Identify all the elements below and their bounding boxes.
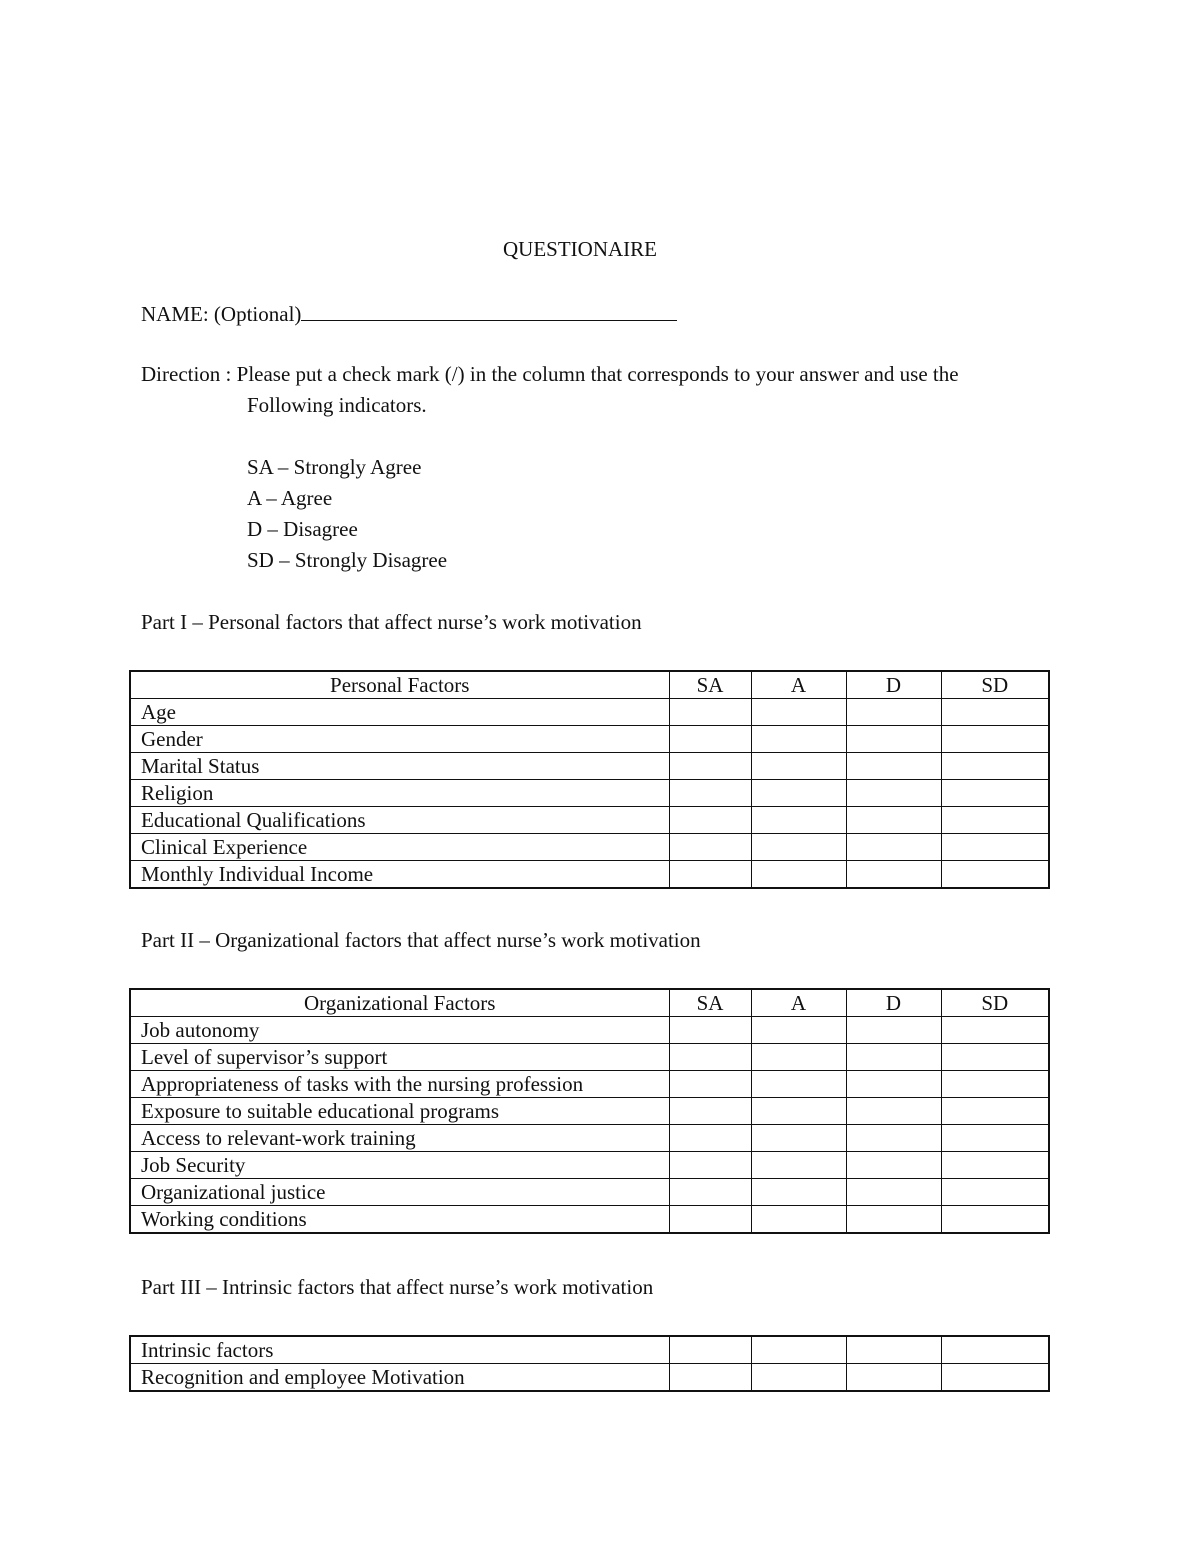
sd-cell[interactable] (941, 1125, 1049, 1152)
d-cell[interactable] (846, 1071, 941, 1098)
sa-cell[interactable] (669, 807, 751, 834)
d-cell[interactable] (846, 1098, 941, 1125)
a-cell[interactable] (751, 1017, 846, 1044)
sa-cell[interactable] (669, 1336, 751, 1364)
part3-heading: Part III – Intrinsic factors that affect nurse’s work motivation (141, 1275, 654, 1299)
table-row (130, 807, 1049, 834)
d-cell[interactable] (846, 807, 941, 834)
sa-cell[interactable] (669, 1071, 751, 1098)
row-label: Appropriateness of tasks with the nursing profession (130, 1071, 669, 1098)
sd-cell[interactable] (941, 1179, 1049, 1206)
part1-heading: Part I – Personal factors that affect nurse’s work motivation (141, 610, 642, 634)
row-label: Job Security (130, 1152, 669, 1179)
name-blank-line[interactable] (301, 300, 677, 321)
row-label: Level of supervisor’s support (130, 1044, 669, 1071)
a-cell[interactable] (751, 1071, 846, 1098)
a-cell[interactable] (751, 726, 846, 753)
name-label: NAME: (Optional) (141, 302, 302, 326)
sa-cell[interactable] (669, 753, 751, 780)
sd-cell[interactable] (941, 753, 1049, 780)
sd-cell[interactable] (941, 1044, 1049, 1071)
table-row (130, 1179, 1049, 1206)
table-row (130, 780, 1049, 807)
row-label: Monthly Individual Income (130, 861, 669, 889)
a-cell[interactable] (751, 1098, 846, 1125)
d-cell[interactable] (846, 1206, 941, 1234)
intrinsic-factors-table (129, 1335, 1050, 1392)
organizational-factors-table (129, 988, 1050, 1234)
sd-cell[interactable] (941, 1364, 1049, 1392)
row-label: Religion (130, 780, 669, 807)
sd-cell[interactable] (941, 834, 1049, 861)
table-row (130, 861, 1049, 889)
d-cell[interactable] (846, 1152, 941, 1179)
sa-cell[interactable] (669, 1044, 751, 1071)
a-cell[interactable] (751, 753, 846, 780)
header-sa: SA (669, 989, 751, 1017)
table-row (130, 1098, 1049, 1125)
sd-cell[interactable] (941, 1336, 1049, 1364)
sd-cell[interactable] (941, 699, 1049, 726)
sd-cell[interactable] (941, 1098, 1049, 1125)
d-cell[interactable] (846, 753, 941, 780)
sa-cell[interactable] (669, 1125, 751, 1152)
row-label: Recognition and employee Motivation (130, 1364, 669, 1392)
table-row (130, 753, 1049, 780)
a-cell[interactable] (751, 1336, 846, 1364)
table-row (130, 1017, 1049, 1044)
sa-cell[interactable] (669, 1206, 751, 1234)
row-label: Working conditions (130, 1206, 669, 1234)
a-cell[interactable] (751, 1206, 846, 1234)
table-row (130, 1336, 1049, 1364)
a-cell[interactable] (751, 861, 846, 889)
d-cell[interactable] (846, 1336, 941, 1364)
row-label: Marital Status (130, 753, 669, 780)
row-label: Gender (130, 726, 669, 753)
table-row (130, 1071, 1049, 1098)
a-cell[interactable] (751, 780, 846, 807)
table-row (130, 834, 1049, 861)
d-cell[interactable] (846, 699, 941, 726)
sa-cell[interactable] (669, 1364, 751, 1392)
row-label: Organizational justice (130, 1179, 669, 1206)
sa-cell[interactable] (669, 1179, 751, 1206)
a-cell[interactable] (751, 807, 846, 834)
sd-cell[interactable] (941, 1017, 1049, 1044)
table-row (130, 1152, 1049, 1179)
d-cell[interactable] (846, 1044, 941, 1071)
indicator-d: D – Disagree (247, 517, 358, 541)
row-label: Job autonomy (130, 1017, 669, 1044)
row-label: Exposure to suitable educational programs (130, 1098, 669, 1125)
a-cell[interactable] (751, 834, 846, 861)
sd-cell[interactable] (941, 726, 1049, 753)
row-label: Age (130, 699, 669, 726)
sd-cell[interactable] (941, 807, 1049, 834)
header-a: A (751, 671, 846, 699)
header-sa: SA (669, 671, 751, 699)
name-field-row (141, 300, 677, 326)
direction-line-2: Following indicators. (247, 393, 427, 417)
header-d: D (846, 989, 941, 1017)
sd-cell[interactable] (941, 1152, 1049, 1179)
a-cell[interactable] (751, 699, 846, 726)
table-row (130, 1044, 1049, 1071)
d-cell[interactable] (846, 1179, 941, 1206)
table-header-row (130, 671, 1049, 699)
table-header-row (130, 989, 1049, 1017)
sa-cell[interactable] (669, 1017, 751, 1044)
table-row (130, 1125, 1049, 1152)
sa-cell[interactable] (669, 726, 751, 753)
sa-cell[interactable] (669, 699, 751, 726)
sa-cell[interactable] (669, 780, 751, 807)
d-cell[interactable] (846, 834, 941, 861)
table-row (130, 699, 1049, 726)
sa-cell[interactable] (669, 861, 751, 889)
sd-cell[interactable] (941, 1206, 1049, 1234)
d-cell[interactable] (846, 1125, 941, 1152)
d-cell[interactable] (846, 1364, 941, 1392)
row-label: Clinical Experience (130, 834, 669, 861)
sd-cell[interactable] (941, 861, 1049, 889)
header-d: D (846, 671, 941, 699)
d-cell[interactable] (846, 861, 941, 889)
table-row (130, 726, 1049, 753)
page-title: QUESTIONAIRE (503, 237, 657, 261)
a-cell[interactable] (751, 1044, 846, 1071)
header-sd: SD (941, 989, 1049, 1017)
indicator-sa: SA – Strongly Agree (247, 455, 422, 479)
a-cell[interactable] (751, 1179, 846, 1206)
header-personal-factors: Personal Factors (130, 671, 669, 699)
header-a: A (751, 989, 846, 1017)
row-label: Intrinsic factors (130, 1336, 669, 1364)
a-cell[interactable] (751, 1125, 846, 1152)
table-row (130, 1364, 1049, 1392)
d-cell[interactable] (846, 726, 941, 753)
d-cell[interactable] (846, 1017, 941, 1044)
part2-heading: Part II – Organizational factors that affect nurse’s work motivation (141, 928, 701, 952)
row-label: Access to relevant-work training (130, 1125, 669, 1152)
d-cell[interactable] (846, 780, 941, 807)
indicator-a: A – Agree (247, 486, 333, 510)
sd-cell[interactable] (941, 1071, 1049, 1098)
header-sd: SD (941, 671, 1049, 699)
a-cell[interactable] (751, 1364, 846, 1392)
indicator-sd: SD – Strongly Disagree (247, 548, 448, 572)
header-organizational-factors: Organizational Factors (130, 989, 669, 1017)
sa-cell[interactable] (669, 834, 751, 861)
a-cell[interactable] (751, 1152, 846, 1179)
personal-factors-table (129, 670, 1050, 889)
table-row (130, 1206, 1049, 1234)
direction-line-1: Direction : Please put a check mark (/) in the column that corresponds to your answer and use the (141, 362, 959, 386)
row-label: Educational Qualifications (130, 807, 669, 834)
sa-cell[interactable] (669, 1152, 751, 1179)
sa-cell[interactable] (669, 1098, 751, 1125)
sd-cell[interactable] (941, 780, 1049, 807)
